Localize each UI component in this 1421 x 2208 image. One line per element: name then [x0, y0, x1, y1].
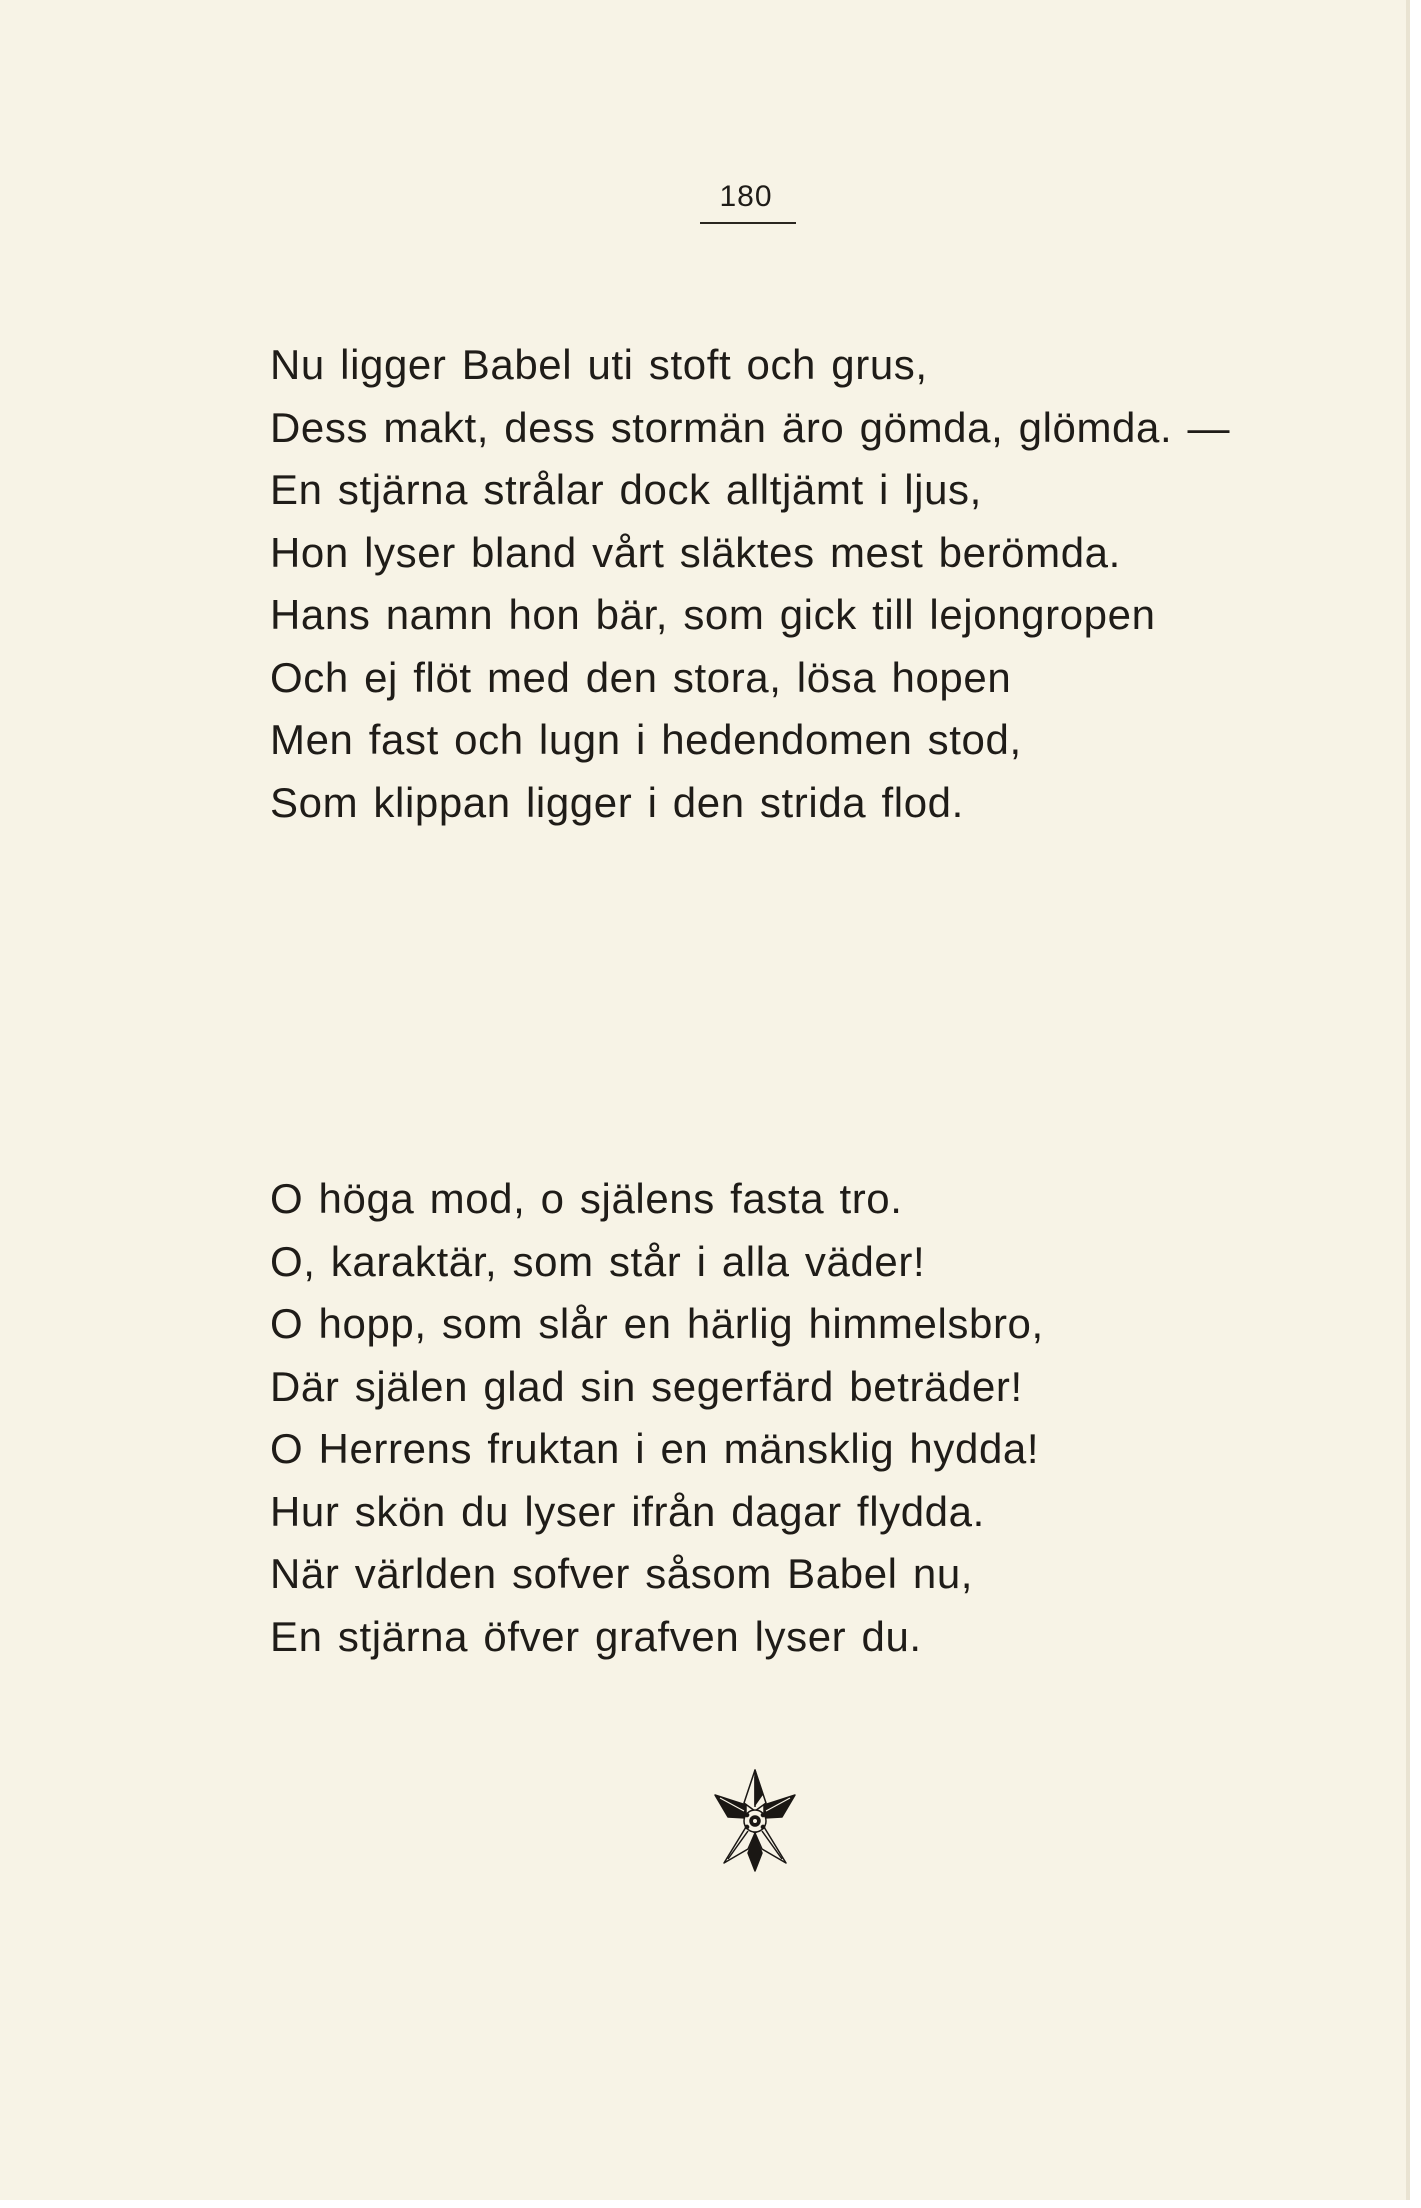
verse-line: Som klippan ligger i den strida flod. [270, 778, 964, 826]
verse-line: O, karaktär, som står i alla väder! [270, 1237, 926, 1285]
verse-line: Hur skön du lyser ifrån dagar flydda. [270, 1487, 985, 1535]
page-edge [1406, 0, 1410, 2200]
verse-line: O Herrens fruktan i en mänsklig hydda! [270, 1425, 1040, 1472]
verse-line: Där själen glad sin segerfärd beträder! [270, 1362, 1023, 1410]
verse-line: En stjärna öfver grafven lyser du. [270, 1612, 922, 1660]
stanza-2 [270, 1168, 1044, 1668]
page-number-underline [700, 222, 796, 224]
star-flower-icon [710, 1765, 800, 1875]
verse-line: Hans namn hon bär, som gick till lejongropen [270, 591, 1156, 638]
verse-line: En stjärna strålar dock alltjämt i ljus, [270, 466, 982, 513]
stanza-1 [270, 334, 1230, 834]
verse-line: Dess makt, dess stormän äro gömda, glömda. — [270, 403, 1231, 451]
verse-line: Men fast och lugn i hedendomen stod, [270, 716, 1022, 763]
verse-line: Nu ligger Babel uti stoft och grus, [270, 341, 928, 388]
verse-line: O höga mod, o själens fasta tro. [270, 1175, 903, 1222]
verse-line: Och ej flöt med den stora, lösa hopen [270, 653, 1012, 701]
verse-line: O hopp, som slår en härlig himmelsbro, [270, 1300, 1044, 1347]
page-number: 180 [719, 180, 773, 213]
verse-line: Hon lyser bland vårt släktes mest berömda. [270, 528, 1121, 576]
verse-line: När världen sofver såsom Babel nu, [270, 1550, 974, 1597]
